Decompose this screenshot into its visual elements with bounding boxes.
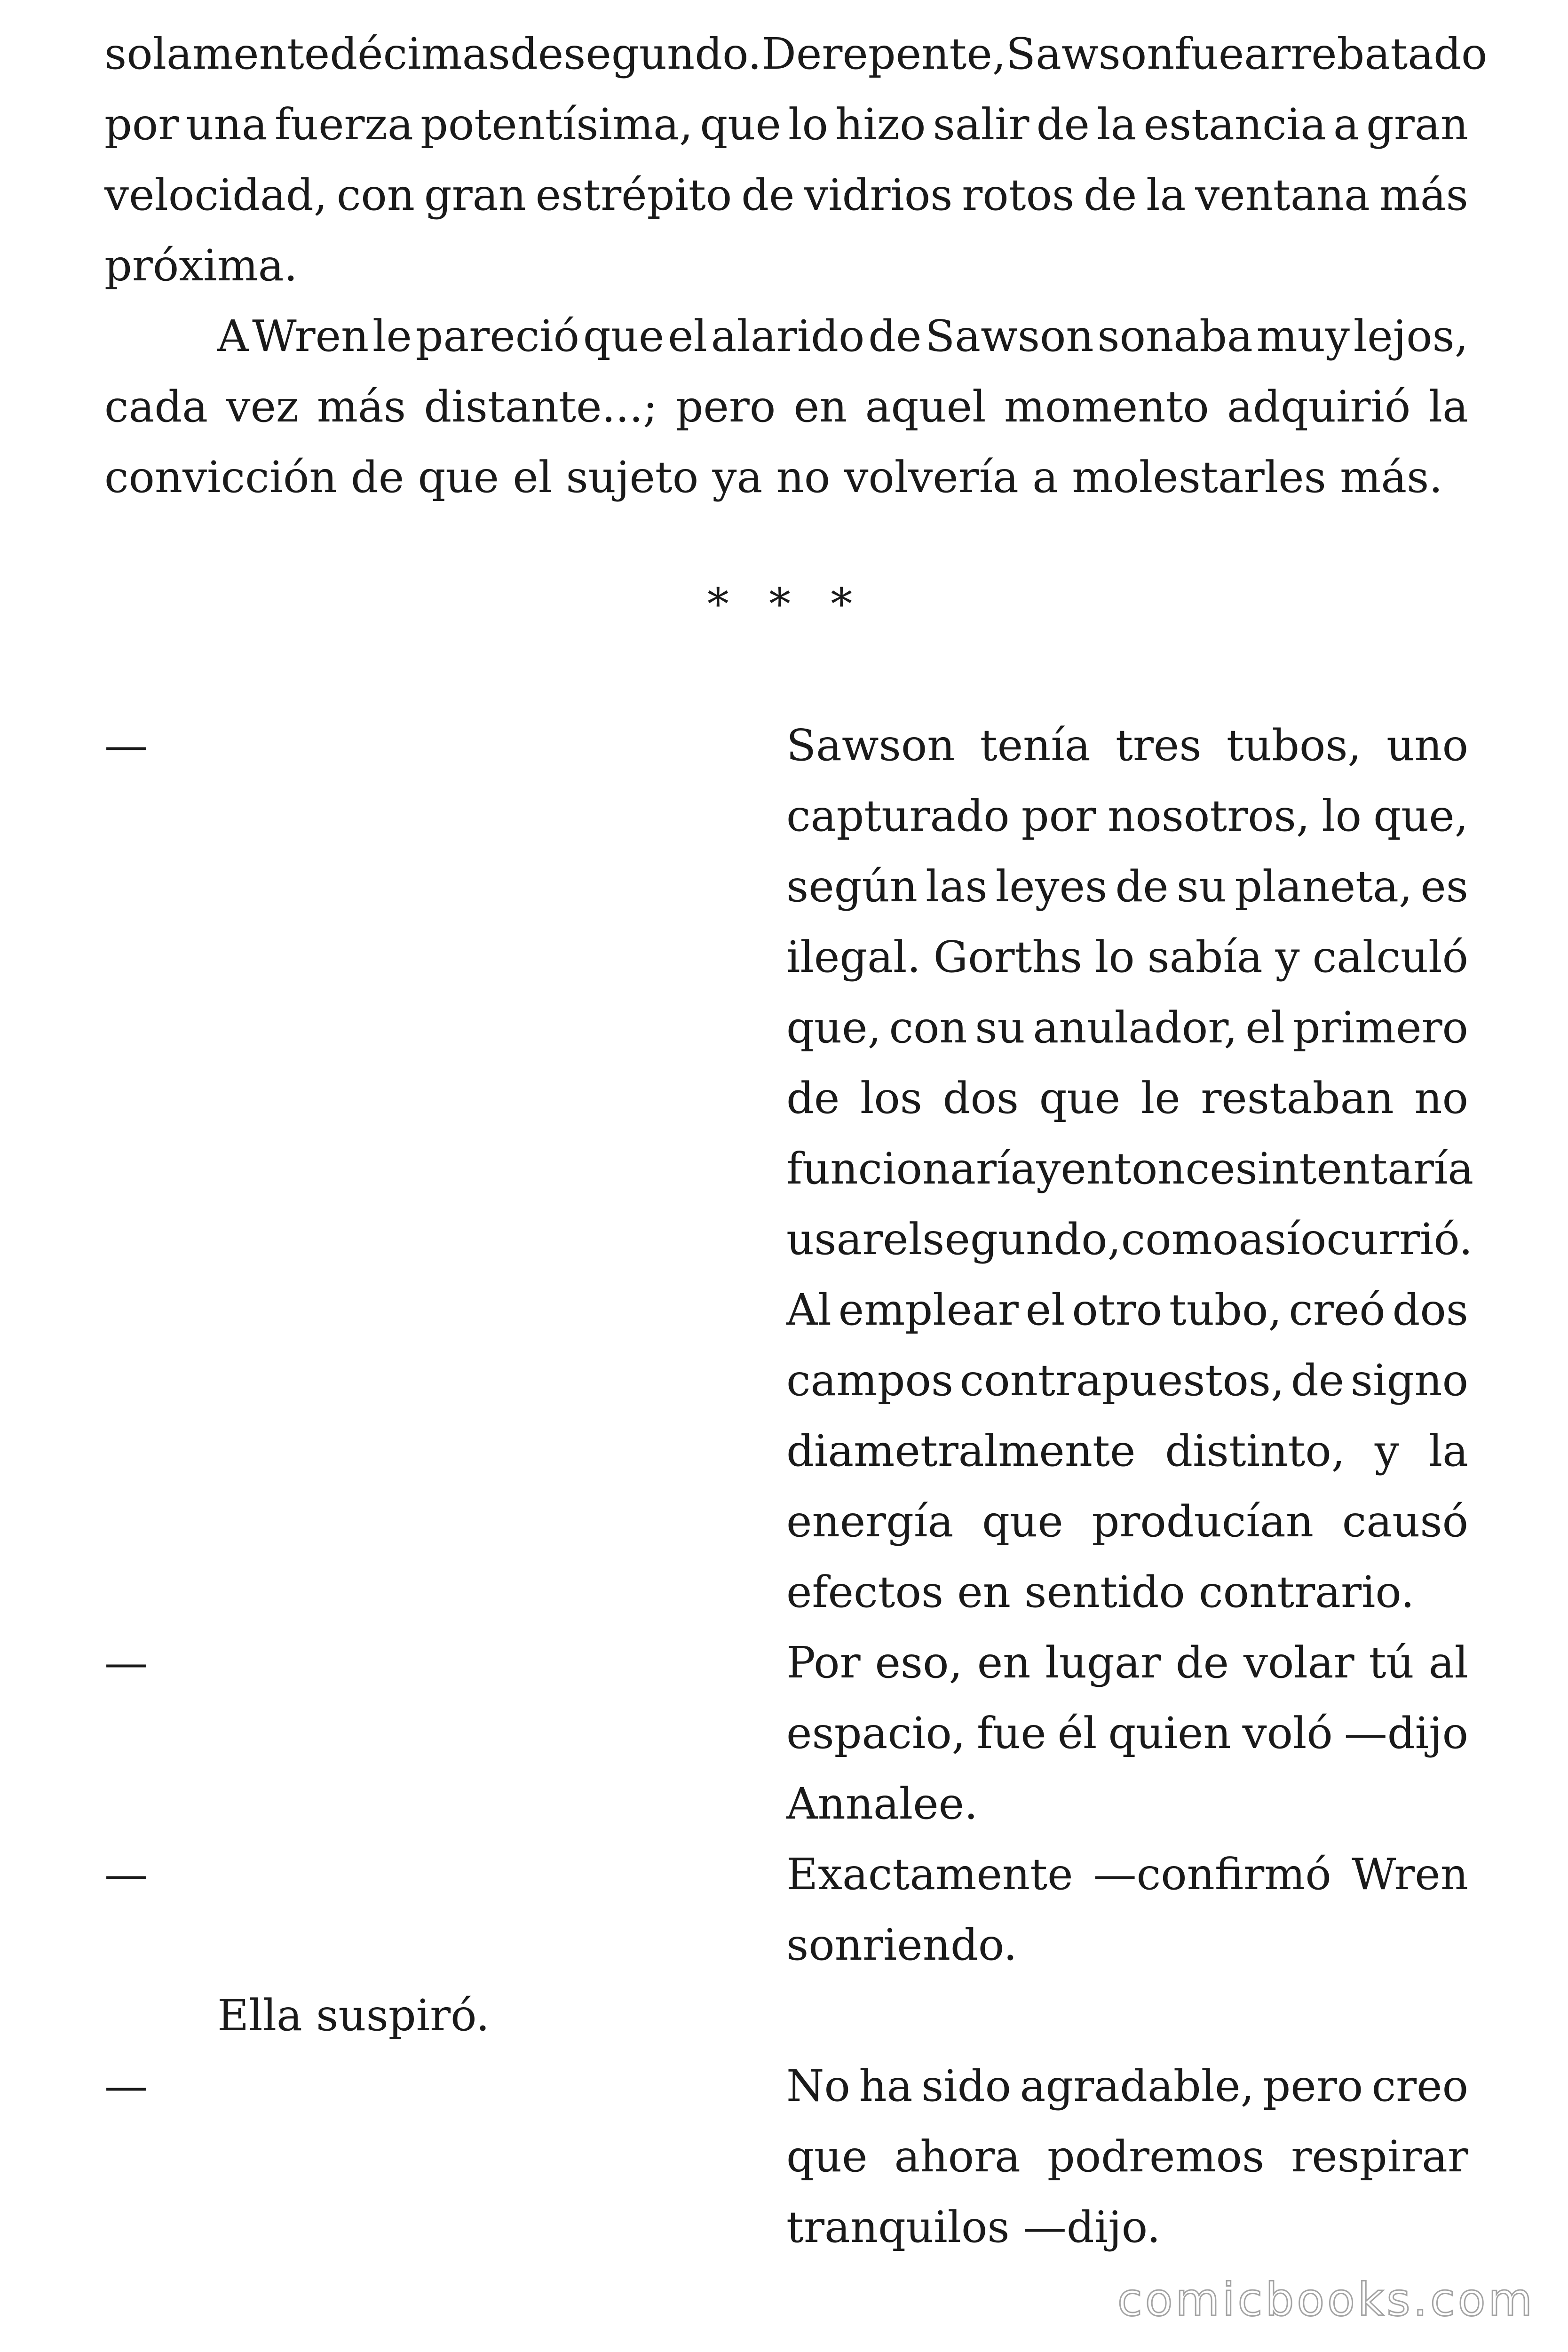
word: creó xyxy=(1289,1285,1386,1335)
word: adquirió xyxy=(1227,381,1411,432)
word: y xyxy=(1036,1144,1061,1194)
word: gran xyxy=(424,170,526,220)
dialogue-line xyxy=(786,1134,1474,1204)
word: ha xyxy=(859,2061,913,2111)
word: tubo, xyxy=(1169,1285,1282,1335)
word: sabía xyxy=(1147,932,1263,982)
word: Wren xyxy=(1351,1849,1468,1899)
word: en xyxy=(793,381,847,432)
word: —dijo xyxy=(1344,1708,1468,1758)
word: emplear xyxy=(838,1285,1019,1335)
word: más xyxy=(1379,170,1468,220)
word: Gorths xyxy=(933,932,1082,982)
word: velocidad, xyxy=(104,170,328,220)
word: y xyxy=(1275,932,1300,982)
dialogue-dash: — xyxy=(104,1849,148,1899)
word: la xyxy=(1146,170,1186,220)
word: él xyxy=(1057,1708,1097,1758)
word: al xyxy=(1428,1637,1468,1688)
narration-line: Ella suspiró. xyxy=(217,1990,490,2041)
word: lugar xyxy=(1045,1637,1161,1688)
word: lo xyxy=(1322,791,1362,841)
word: tres xyxy=(1115,720,1202,771)
word: de xyxy=(1084,170,1137,220)
word: ocurrió. xyxy=(1300,1214,1473,1264)
word: A xyxy=(217,311,249,361)
word: planeta, xyxy=(1235,861,1413,912)
word: que, xyxy=(786,1002,881,1053)
paragraph-line: convicción de que el sujeto ya no volvería a molestarles más. xyxy=(104,452,1443,502)
word: fuerza xyxy=(274,99,413,150)
word: le xyxy=(1140,1073,1180,1123)
dialogue-line xyxy=(786,1416,1468,1486)
word: funcionaría xyxy=(786,1144,1037,1194)
word: de xyxy=(868,311,922,361)
word: alarido xyxy=(711,311,865,361)
word: le xyxy=(372,311,412,361)
word: restaban xyxy=(1201,1073,1394,1123)
dialogue-text xyxy=(786,1839,1468,1980)
word: a xyxy=(1333,99,1359,150)
word: lejos, xyxy=(1353,311,1468,361)
word: eso, xyxy=(875,1637,963,1688)
word: tubos, xyxy=(1226,720,1362,771)
word: segundo, xyxy=(922,1214,1121,1264)
word: vidrios xyxy=(804,170,953,220)
word: su xyxy=(975,1002,1025,1053)
word: causó xyxy=(1342,1496,1468,1547)
word: Al xyxy=(786,1285,832,1335)
word: Sawson xyxy=(786,720,955,771)
dialogue-line xyxy=(786,922,1468,993)
word: el xyxy=(1245,1002,1285,1053)
word: —confirmó xyxy=(1093,1849,1331,1899)
dialogue-dash: — xyxy=(104,2061,148,2111)
word: con xyxy=(336,170,415,220)
word: décimas xyxy=(330,29,510,79)
word: contrapuestos, xyxy=(959,1355,1285,1406)
word: que, xyxy=(1373,791,1468,841)
word: por xyxy=(1021,791,1096,841)
word: creo xyxy=(1371,2061,1468,2111)
word: más xyxy=(317,381,406,432)
word: quien xyxy=(1108,1708,1231,1758)
word: en xyxy=(977,1637,1031,1688)
word: dos xyxy=(1392,1285,1468,1335)
word: solamente xyxy=(104,29,330,79)
word: el xyxy=(668,311,707,361)
dialogue-line xyxy=(786,1204,1473,1275)
word: de xyxy=(1036,99,1090,150)
dialogue-line xyxy=(786,1839,1468,1910)
word: el xyxy=(883,1214,923,1264)
word: el xyxy=(1025,1285,1065,1335)
dialogue-line: Annalee. xyxy=(786,1779,978,1829)
word: anulador, xyxy=(1033,1002,1238,1053)
word: aquel xyxy=(865,381,986,432)
word: que xyxy=(1039,1073,1121,1123)
word: así xyxy=(1238,1214,1300,1264)
word: las xyxy=(926,861,988,912)
word: producían xyxy=(1092,1496,1314,1547)
word: tú xyxy=(1369,1637,1414,1688)
word: estancia xyxy=(1143,99,1326,150)
paragraph-line xyxy=(104,372,1468,442)
word: hizo xyxy=(835,99,926,150)
dialogue-text xyxy=(786,1628,1468,1839)
word: que xyxy=(982,1496,1063,1547)
word: momento xyxy=(1004,381,1209,432)
word: Wren xyxy=(252,311,369,361)
dialogue-line: efectos en sentido contrario. xyxy=(786,1567,1415,1617)
word: ilegal. xyxy=(786,932,921,982)
word: Por xyxy=(786,1637,861,1688)
word: espacio, xyxy=(786,1708,966,1758)
word: dos xyxy=(942,1073,1019,1123)
word: respirar xyxy=(1291,2131,1468,2182)
word: de xyxy=(786,1073,840,1123)
paragraph-line xyxy=(104,19,1488,89)
word: primero xyxy=(1292,1002,1468,1053)
dialogue-text xyxy=(786,710,1474,1628)
word: tenía xyxy=(980,720,1091,771)
word: sido xyxy=(921,2061,1011,2111)
word: no xyxy=(1414,1073,1468,1123)
word: lo xyxy=(788,99,828,150)
dialogue-dash: — xyxy=(104,720,148,771)
dialogue-line xyxy=(786,1698,1468,1769)
word: volar xyxy=(1243,1637,1354,1688)
dialogue-line xyxy=(786,1275,1468,1345)
word: No xyxy=(786,2061,850,2111)
word: salir xyxy=(933,99,1029,150)
word: gran xyxy=(1366,99,1468,150)
word: la xyxy=(1428,381,1468,432)
word: que xyxy=(786,2131,868,2182)
word: distante...; xyxy=(424,381,658,432)
word: de xyxy=(741,170,795,220)
word: voló xyxy=(1242,1708,1333,1758)
dialogue-line xyxy=(786,781,1468,851)
word: vez xyxy=(226,381,299,432)
dialogue-line xyxy=(786,993,1468,1063)
word: de xyxy=(1175,1637,1229,1688)
word: sonaba xyxy=(1097,311,1253,361)
word: potentísima, xyxy=(420,99,693,150)
dialogue-line xyxy=(786,1063,1468,1134)
word: fue xyxy=(1174,29,1244,79)
word: capturado xyxy=(786,791,1010,841)
dialogue-line xyxy=(786,851,1468,922)
paragraph-2 xyxy=(104,301,1468,513)
word: los xyxy=(860,1073,922,1123)
dialogue-line xyxy=(786,1486,1468,1557)
word: que xyxy=(700,99,781,150)
word: Sawson xyxy=(925,311,1094,361)
word: rotos xyxy=(962,170,1075,220)
word: segundo. xyxy=(563,29,762,79)
word: la xyxy=(1097,99,1137,150)
dialogue-text xyxy=(786,2051,1468,2263)
word: pareció xyxy=(415,311,580,361)
word: su xyxy=(1176,861,1227,912)
word: ahora xyxy=(894,2131,1021,2182)
word: según xyxy=(786,861,918,912)
word: arrebatado xyxy=(1244,29,1488,79)
word: intentaría xyxy=(1257,1144,1474,1194)
word: con xyxy=(889,1002,967,1053)
paragraph-line xyxy=(104,301,1468,372)
word: de xyxy=(1291,1355,1345,1406)
word: leyes xyxy=(995,861,1108,912)
word: campos xyxy=(786,1355,954,1406)
word: como xyxy=(1121,1214,1239,1264)
word: agradable, xyxy=(1020,2061,1254,2111)
watermark-logo: comicbooks.com xyxy=(1117,2273,1535,2326)
word: nosotros, xyxy=(1108,791,1310,841)
word: signo xyxy=(1350,1355,1468,1406)
word: pero xyxy=(675,381,776,432)
dialogue-dash: — xyxy=(104,1637,148,1688)
word: de xyxy=(1115,861,1169,912)
word: Sawson xyxy=(1006,29,1175,79)
word: cada xyxy=(104,381,208,432)
word: por xyxy=(104,99,179,150)
dialogue-line xyxy=(786,1628,1468,1698)
word: es xyxy=(1420,861,1468,912)
dialogue-line xyxy=(786,2122,1468,2192)
word: de xyxy=(510,29,564,79)
dialogue-line xyxy=(786,1345,1468,1416)
word: lo xyxy=(1094,932,1135,982)
dialogue-line: sonriendo. xyxy=(786,1920,1017,1970)
word: y xyxy=(1374,1426,1399,1476)
paragraph-1 xyxy=(104,19,1488,301)
scene-separator: * * * xyxy=(707,579,866,629)
word: que xyxy=(583,311,665,361)
word: pero xyxy=(1263,2061,1363,2111)
dialogue-3 xyxy=(104,1839,1468,1980)
book-page xyxy=(104,19,1488,2263)
word: repente, xyxy=(822,29,1006,79)
dialogue-line: tranquilos —dijo. xyxy=(786,2202,1161,2252)
paragraph-line xyxy=(104,89,1468,160)
dialogue-line xyxy=(786,710,1468,781)
word: estrépito xyxy=(535,170,732,220)
word: usar xyxy=(786,1214,883,1264)
word: entonces xyxy=(1061,1144,1258,1194)
dialogue-4 xyxy=(104,2051,1468,2263)
word: Exactamente xyxy=(786,1849,1073,1899)
word: muy xyxy=(1256,311,1350,361)
word: fue xyxy=(976,1708,1046,1758)
word: ventana xyxy=(1195,170,1370,220)
paragraph-line: próxima. xyxy=(104,240,298,291)
word: distinto, xyxy=(1165,1426,1346,1476)
word: podremos xyxy=(1047,2131,1265,2182)
word: De xyxy=(761,29,822,79)
word: uno xyxy=(1386,720,1468,771)
word: la xyxy=(1428,1426,1468,1476)
paragraph-line xyxy=(104,160,1468,230)
word: una xyxy=(186,99,268,150)
word: otro xyxy=(1072,1285,1163,1335)
dialogue-2 xyxy=(104,1628,1468,1839)
word: calculó xyxy=(1312,932,1468,982)
dialogue-line xyxy=(786,2051,1468,2122)
word: energía xyxy=(786,1496,954,1547)
dialogue-1 xyxy=(104,710,1474,1628)
word: diametralmente xyxy=(786,1426,1136,1476)
